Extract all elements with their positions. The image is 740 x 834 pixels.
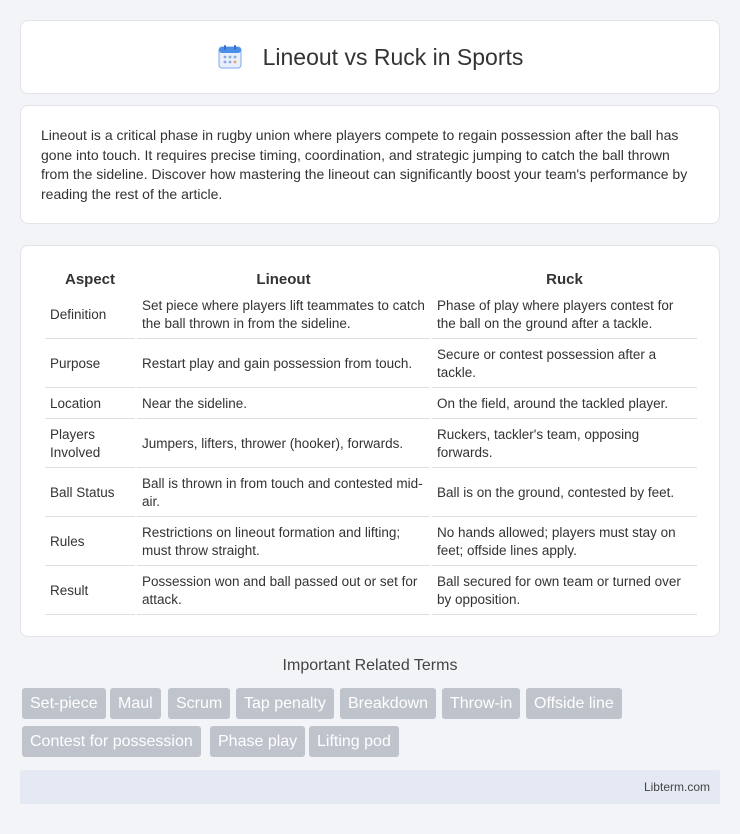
row-ruck: No hands allowed; players must stay on feet; offside lines apply.: [432, 519, 697, 566]
table-row: [45, 421, 697, 468]
row-ruck: Phase of play where players contest for the ball on the ground after a tackle.: [432, 292, 697, 339]
row-ruck: Secure or contest possession after a tackle.: [432, 341, 697, 388]
table-row: [45, 568, 697, 615]
row-aspect: Players Involved: [45, 421, 135, 468]
header-aspect: Aspect: [64, 270, 116, 288]
row-aspect: Purpose: [45, 341, 135, 388]
row-aspect: Location: [45, 390, 135, 419]
row-ruck: Ball is on the ground, contested by feet.: [432, 470, 697, 517]
tag-contest-for-possession[interactable]: Contest for possession: [22, 726, 201, 757]
tag-tap-penalty[interactable]: Tap penalty: [236, 688, 334, 719]
table-row: [45, 341, 697, 388]
footer: [20, 770, 720, 804]
page-title: Lineout vs Ruck in Sports: [262, 43, 524, 70]
row-aspect: Definition: [45, 292, 135, 339]
row-ruck: Ball secured for own team or turned over by opposition.: [432, 568, 697, 615]
tag-set-piece[interactable]: Set-piece: [22, 688, 106, 719]
footer-site-link[interactable]: Libterm.com: [643, 780, 710, 794]
related-terms-heading: Important Related Terms: [282, 657, 458, 674]
row-lineout: Restrictions on lineout formation and lifting; must throw straight.: [137, 519, 430, 566]
title-row: [21, 21, 719, 93]
header-ruck: Ruck: [546, 270, 583, 288]
tag-maul[interactable]: Maul: [110, 688, 161, 719]
table-row: [45, 470, 697, 517]
table-row: [45, 390, 697, 419]
row-aspect: Result: [45, 568, 135, 615]
row-lineout: Near the sideline.: [137, 390, 430, 419]
header-lineout: Lineout: [256, 270, 311, 288]
tag-phase-play[interactable]: Phase play: [210, 726, 305, 757]
row-ruck: Ruckers, tackler's team, opposing forwards.: [432, 421, 697, 468]
title-card: [20, 20, 720, 94]
tag-offside-line[interactable]: Offside line: [526, 688, 622, 719]
row-aspect: Ball Status: [45, 470, 135, 517]
tag-scrum[interactable]: Scrum: [168, 688, 230, 719]
table-row: [45, 292, 697, 339]
row-lineout: Ball is thrown in from touch and contested mid-air.: [137, 470, 430, 517]
tag-breakdown[interactable]: Breakdown: [340, 688, 436, 719]
table-row: [45, 519, 697, 566]
row-lineout: Jumpers, lifters, thrower (hooker), forwards.: [137, 421, 430, 468]
intro-paragraph: Lineout is a critical phase in rugby union where players compete to regain possession after the ball has gone into touch. It requires precise timing, coordination, and strategic jumping to catch the ball thrown from the sideline. Discover how mastering the lineout can significantly boost your team's performance by reading the rest of the article.: [41, 127, 688, 202]
table-header-row: [45, 268, 697, 290]
row-lineout: Possession won and ball passed out or set for attack.: [137, 568, 430, 615]
row-aspect: Rules: [45, 519, 135, 566]
comparison-table: [43, 266, 699, 617]
tag-throw-in[interactable]: Throw-in: [442, 688, 520, 719]
row-lineout: Restart play and gain possession from touch.: [137, 341, 430, 388]
row-ruck: On the field, around the tackled player.: [432, 390, 697, 419]
row-lineout: Set piece where players lift teammates to catch the ball thrown in from the sideline.: [137, 292, 430, 339]
comparison-card: [20, 245, 720, 637]
tag-lifting-pod[interactable]: Lifting pod: [309, 726, 399, 757]
calendar-icon: [217, 44, 243, 70]
intro-card: [20, 105, 720, 224]
